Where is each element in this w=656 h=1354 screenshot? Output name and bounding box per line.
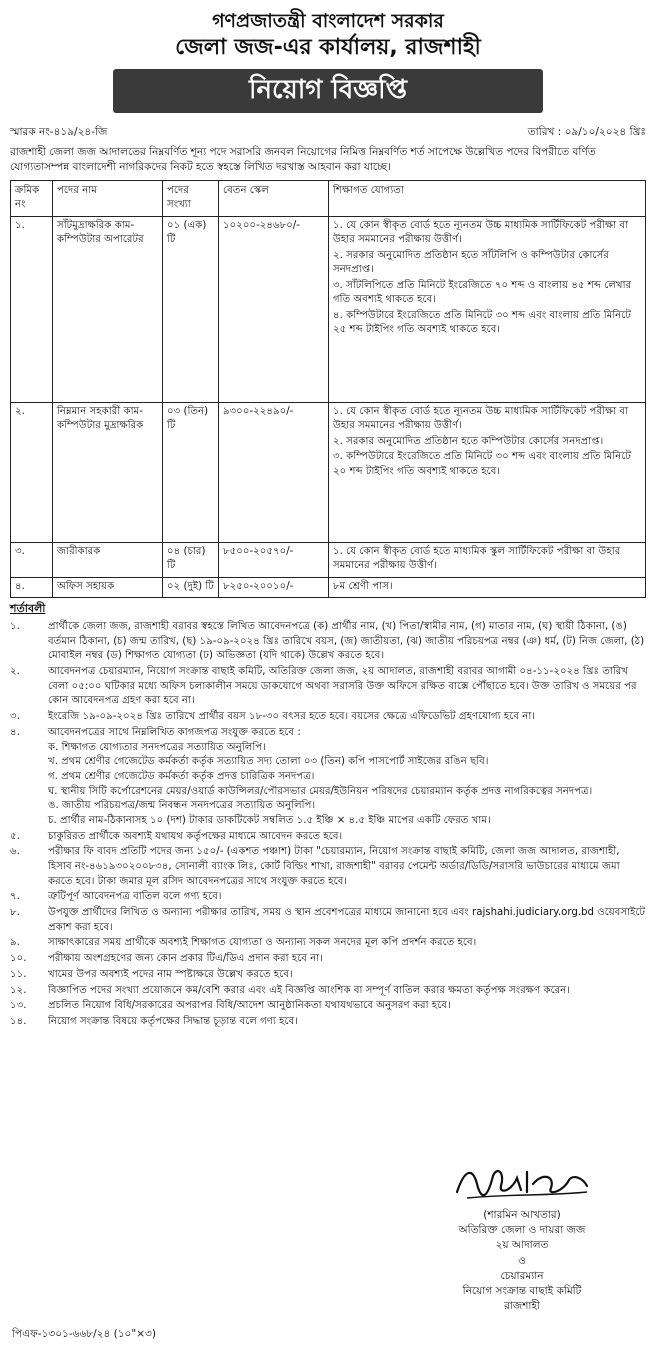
table-row [11, 577, 646, 597]
reference-row [10, 125, 646, 142]
intro-paragraph: রাজশাহী জেলা জজ আদালতের নিম্নবর্ণিত শূন্য পদে সরাসরি জনবল নিয়োগের নিমিত্ত নিম্নবর্ণিত শর্ত সাপেক্ষে উল্লেখিত পদের বিপরীতে বর্ণিত যোগ্যতাসম্পন্ন বাংলাদেশী নাগরিকদের নিকট হতে স্বহস্তে লিখিত দরখাস্ত আহবান করা যাচ্ছে। [10, 146, 596, 174]
condition-number: ১০. [10, 953, 27, 965]
cell-scale: ১০২০০-২৪৬৮০/- [219, 216, 329, 402]
cell-scale: ৯৩০০-২২৪৯০/- [219, 402, 329, 542]
print-code: পিএফ-১৩০১-৬৬৮/২৪ (১০"×৩) [12, 1328, 156, 1340]
condition-text: পরীক্ষার ফি বাবদ প্রতিটি পদের জন্য ১৫০/- (একশত পঞ্চাশ) টাকা "চেয়ারম্যান, নিয়োগ সংক্রান্ত বাছাই কমিটি, জেলা জজ আদালত, রাজশাহী, হিসাব নং-৪৬১৯৩০২০০৮৩৪, সোনালী ব্যাংক লিঃ, কোর্ট বিল্ডিং শাখা, রাজশাহী" বরাবর পেমেন্ট অর্ডার/ডিডি/সরাসরি ভাউচারের মাধ্যমে জমা করতে হবে। টাকা জমার মূল রসিদ আবেদনপত্রের সাথে সংযুক্ত করতে হবে। [48, 846, 620, 887]
col-header-qualification: শিক্ষাগত যোগ্যতা [329, 180, 646, 216]
signer-name: (শারমিন আখতার) [483, 1209, 561, 1221]
cell-qualification [329, 216, 646, 402]
condition-number: ৮. [10, 907, 20, 919]
col-header-post: পদের নাম [53, 180, 163, 216]
condition-item [10, 710, 646, 725]
col-header-count: পদের সংখ্যা [163, 180, 219, 216]
condition-text: ইংরেজি ১৯-০৯-২০২৪ খ্রিঃ তারিখে প্রার্থীর বয়স ১৮-৩০ বৎসর হতে হবে। বয়সের ক্ষেত্রে এফিডেভিট গ্রহণযোগ্য হবে না। [48, 711, 535, 723]
condition-number: ১. [10, 621, 20, 633]
condition-text: আবেদনপত্রের সাথে নিম্নলিখিত কাগজপত্র সংযুক্ত করতে হবে : [48, 726, 301, 738]
condition-text: উপযুক্ত প্রার্থীদের লিখিত ও অন্যান্য পরীক্ষার তারিখ, সময় ও স্থান প্রবেশপত্রের মাধ্যমে জানানো হবে এবং rajshahi.judiciary.org.bd ওয়েবসাইটে প্রকাশ করা হবে। [48, 907, 646, 933]
condition-item [10, 968, 646, 983]
cell-count: ০১ (এক) টি [163, 216, 219, 402]
condition-item [10, 999, 646, 1014]
condition-item [10, 984, 646, 999]
condition-text: চাকুরিরত প্রার্থীকে অবশ্যই যথাযথ কর্তৃপক্ষের মাধ্যমে আবেদন করতে হবে। [48, 830, 343, 842]
condition-text: খামের উপর অবশ্যই পদের নাম স্পষ্টাক্ষরে উল্লেখ করতে হবে। [48, 968, 293, 980]
qualification-item: ২. সরকার অনুমোদিত প্রতিষ্ঠান হতে সাঁটলিপি ও কম্পিউটার কোর্সের সনদপ্রাপ্ত। [333, 249, 609, 276]
signature-block [412, 1162, 632, 1315]
qualification-item: ১. যে কোন স্বীকৃত বোর্ড হতে ন্যূনতম উচ্চ মাধ্যমিক সার্টিফিকেট পরীক্ষা বা উহার সমমানের পরীক্ষায় উত্তীর্ণ। [333, 405, 629, 432]
condition-item [10, 830, 646, 845]
table-row [11, 542, 646, 577]
conditions-list [10, 620, 646, 1030]
condition-item [10, 890, 646, 905]
cell-qualification [329, 402, 646, 542]
signer-location: রাজশাহী [504, 1300, 540, 1313]
vacancy-table [10, 180, 646, 598]
condition-number: ১২. [10, 984, 27, 996]
condition-item [10, 726, 646, 829]
government-title: গণপ্রজাতন্ত্রী বাংলাদেশ সরকার [212, 10, 444, 32]
attachment-item: গ. প্রথম শ্রেণীর গেজেটেড কর্মকর্তা কর্তৃক প্রদত্ত চারিত্রিক সনদপত্র। [48, 770, 315, 782]
notice-date: তারিখ : ০৯/১০/২০২৪ খ্রিঃ [527, 126, 646, 139]
condition-text: প্রচলিত নিয়োগ বিধি/সরকারের অপরাপর বিধি/আদেশ আনুষ্ঠানিকতা যথাযথভাবে অনুসরণ করা হবে। [48, 1000, 451, 1012]
cell-post: নিম্নমান সহকারী কাম-কম্পিউটার মুদ্রাক্ষরিক [53, 402, 163, 542]
qualification-item: ৮ম শ্রেণী পাস। [333, 580, 393, 592]
qualification-item: ৪. কম্পিউটারে ইংরেজিতে প্রতি মিনিটে ৩০ শব্দ এবং বাংলায় প্রতি মিনিটে ২৫ শব্দ টাইপিং গতি অবশ্যই থাকতে হবে। [333, 309, 631, 335]
signer-court: ২য় আদালত [495, 1239, 549, 1252]
cell-post: অফিস সহায়ক [53, 577, 163, 597]
condition-number: ২. [10, 666, 20, 678]
condition-text: আবেদনপত্র চেয়ারম্যান, নিয়োগ সংক্রান্ত বাছাই কমিটি, অতিরিক্ত জেলা জজ, ২য় আদালত, রাজশাহী বরাবর আগামী ০৪-১১-২০২৪ খ্রিঃ তারিখ বেলা ০৫:০০ ঘটিকার মধ্যে অফিস চলাকালীন সময়ে ডাকযোগে অথবা সরাসরি উক্ত অফিসে রক্ষিত বাক্সে পৌঁছাতে হবে। উক্ত তারিখ ও সময়ের পর কোন আবেদনপত্র গ্রহণ করা হবে না। [48, 666, 637, 707]
cell-count: ০৪ (চার) টি [163, 542, 219, 577]
condition-item [10, 952, 646, 967]
cell-scale: ৮২৫০-২০০১০/- [219, 577, 329, 597]
memo-number: স্মারক নং-৪১৯/২৪-জি [10, 126, 108, 139]
condition-text: নিয়োগ সংক্রান্ত বিষয়ে কর্তৃপক্ষের সিদ্ধান্ত চূড়ান্ত বলে গণ্য হবে। [48, 1015, 298, 1027]
qualification-item: ৩. সাঁটলিপিতে প্রতি মিনিটে ইংরেজিতে ৭০ শব্দ ও বাংলায় ৪৫ শব্দ লেখার গতি অবশ্যই থাকতে হবে। [333, 279, 632, 306]
condition-text: সাক্ষাৎকারের সময় প্রার্থীকে অবশ্যই শিক্ষাগত যোগ্যতা ও অন্যান্য সকল সনদের মূল কপি প্রদর্শন করতে হবে। [48, 937, 477, 949]
table-row [11, 402, 646, 542]
condition-number: ১৩. [10, 1000, 27, 1012]
table-row [11, 216, 646, 402]
condition-item [10, 620, 646, 664]
cell-serial: ২. [11, 402, 53, 542]
signer-conjunction: ও [518, 1254, 526, 1267]
condition-number: ৫. [10, 830, 20, 842]
condition-number: ৩. [10, 711, 20, 723]
cell-serial: ৩. [11, 542, 53, 577]
attachment-item: চ. প্রার্থীর নাম-ঠিকানাসহ ১০ (দশ) টাকার ডাকটিকেট সম্বলিত ১.৫ ইঞ্চি × ৪.৫ ইঞ্চি মাপের একটি ফেরত খাম। [48, 814, 491, 826]
cell-serial: ১. [11, 216, 53, 402]
cell-qualification [329, 577, 646, 597]
condition-text-block [48, 726, 646, 829]
qualification-item: ৩. কম্পিউটারে ইংরেজিতে প্রতি মিনিটে ৩০ শব্দ এবং বাংলায় প্রতি মিনিটে ২০ শব্দ টাইপিং গতি অবশ্যই থাকতে হবে। [333, 451, 631, 477]
office-title: জেলা জজ-এর কার্যালয়, রাজশাহী [175, 34, 481, 60]
cell-post: সাঁটমুদ্রাক্ষরিক কাম-কম্পিউটার অপারেটর [53, 216, 163, 402]
condition-number: ১১. [10, 968, 27, 980]
signature-scrawl [447, 1162, 597, 1204]
condition-number: ৬. [10, 846, 20, 858]
cell-count: ০২ (দুই) টি [163, 577, 219, 597]
signer-designation: অতিরিক্ত জেলা ও দায়রা জজ [458, 1224, 586, 1237]
col-header-scale: বেতন স্কেল [219, 180, 329, 216]
condition-item [10, 1015, 646, 1030]
signer-role: চেয়ারম্যান [500, 1269, 544, 1282]
cell-qualification [329, 542, 646, 577]
condition-item [10, 665, 646, 709]
attachment-item: ক. শিক্ষাগত যোগ্যতার সনদপত্রের সত্যায়িত অনুলিপি। [48, 741, 266, 753]
attachment-item: খ. প্রথম শ্রেণীর গেজেটেড কর্মকর্তা কর্তৃক সত্যায়িত সদ্য তোলা ০৩ (তিন) কপি পাসপোর্ট সাইজের রঙিন ছবি। [48, 756, 489, 768]
attachment-item: ঘ. স্থানীয় সিটি কর্পোরেশনের মেয়র/ওয়ার্ড কাউন্সিলর/পৌরসভার মেয়র/ইউনিয়ন পরিষদের চেয়ারম্যান কর্তৃক প্রদত্ত নাগরিকত্বের সনদপত্র। [48, 785, 593, 797]
condition-text: পরীক্ষায় অংশগ্রহণের জন্য কোন প্রকার টিএ/ডিএ প্রদান করা হবে না। [48, 953, 323, 965]
condition-number: ৯. [10, 937, 20, 949]
condition-number: ৭. [10, 891, 20, 903]
condition-item [10, 906, 646, 935]
qualification-item: ১. যে কোন স্বীকৃত বোর্ড হতে মাধ্যমিক স্কুল সার্টিফিকেট পরীক্ষা বা উহার সমমানের পরীক্ষায় উত্তীর্ণ। [333, 545, 621, 572]
cell-scale: ৮৫০০-২০৫৭০/- [219, 542, 329, 577]
conditions-heading: শর্তাবলী [10, 602, 46, 616]
attachment-item: ঙ. জাতীয় পরিচয়পত্র/জন্ম নিবন্ধন সনদপত্রের সত্যায়িত অনুলিপি। [48, 800, 316, 812]
signer-committee: নিয়োগ সংক্রান্ত বাছাই কমিটি [462, 1285, 582, 1298]
header [10, 10, 646, 61]
condition-item [10, 845, 646, 889]
cell-post: জারীকারক [53, 542, 163, 577]
qualification-item: ২. সরকার অনুমোদিত প্রতিষ্ঠান হতে কম্পিউটার কোর্সের সনদপ্রাপ্ত। [333, 435, 604, 447]
condition-item [10, 936, 646, 951]
condition-text: প্রার্থীকে জেলা জজ, রাজশাহী বরাবর স্বহস্তে লিখিত আবেদনপত্রে (ক) প্রার্থীর নাম, (খ) পিতা/স্বামীর নাম, (গ) মাতার নাম, (ঘ) স্থায়ী ঠিকানা, (ঙ) বর্তমান ঠিকানা, (চ) জন্ম তারিখ, (ছ) ১৯-০৯-২০২৪ খ্রিঃ তারিখে বয়স, (জ) জাতীয়তা, (ঝ) জাতীয় পরিচয়পত্র নম্বর (ঞ) ধর্ম, (ট) নিজ জেলা, (ঠ) মোবাইল নম্বর (ড) শিক্ষাগত যোগ্যতা (ঢ) অভিজ্ঞতা (যদি থাকে) উল্লেখ করতে হবে। [48, 621, 645, 662]
condition-number: ৪. [10, 726, 20, 738]
table-header-row [11, 180, 646, 216]
cell-serial: ৪. [11, 577, 53, 597]
condition-text: বিজ্ঞাপিত পদের সংখ্যা প্রয়োজনে কম/বেশি করার এবং এই বিজ্ঞপ্তি আংশিক বা সম্পূর্ণ বাতিল করার ক্ষমতা কর্তৃপক্ষ সংরক্ষণ করেন। [48, 984, 571, 996]
qualification-item: ১. যে কোন স্বীকৃত বোর্ড হতে ন্যূনতম উচ্চ মাধ্যমিক সার্টিফিকেট পরীক্ষা বা উহার সমমানের পরীক্ষায় উত্তীর্ণ। [333, 219, 629, 246]
notice-title-banner: নিয়োগ বিজ্ঞপ্তি [113, 69, 543, 113]
condition-text: ত্রুটিপূর্ণ আবেদনপত্র বাতিল বলে গণ্য হবে। [48, 891, 222, 903]
col-header-serial: ক্রমিক নং [11, 180, 53, 216]
cell-count: ০৩ (তিন) টি [163, 402, 219, 542]
condition-number: ১৪. [10, 1015, 27, 1027]
